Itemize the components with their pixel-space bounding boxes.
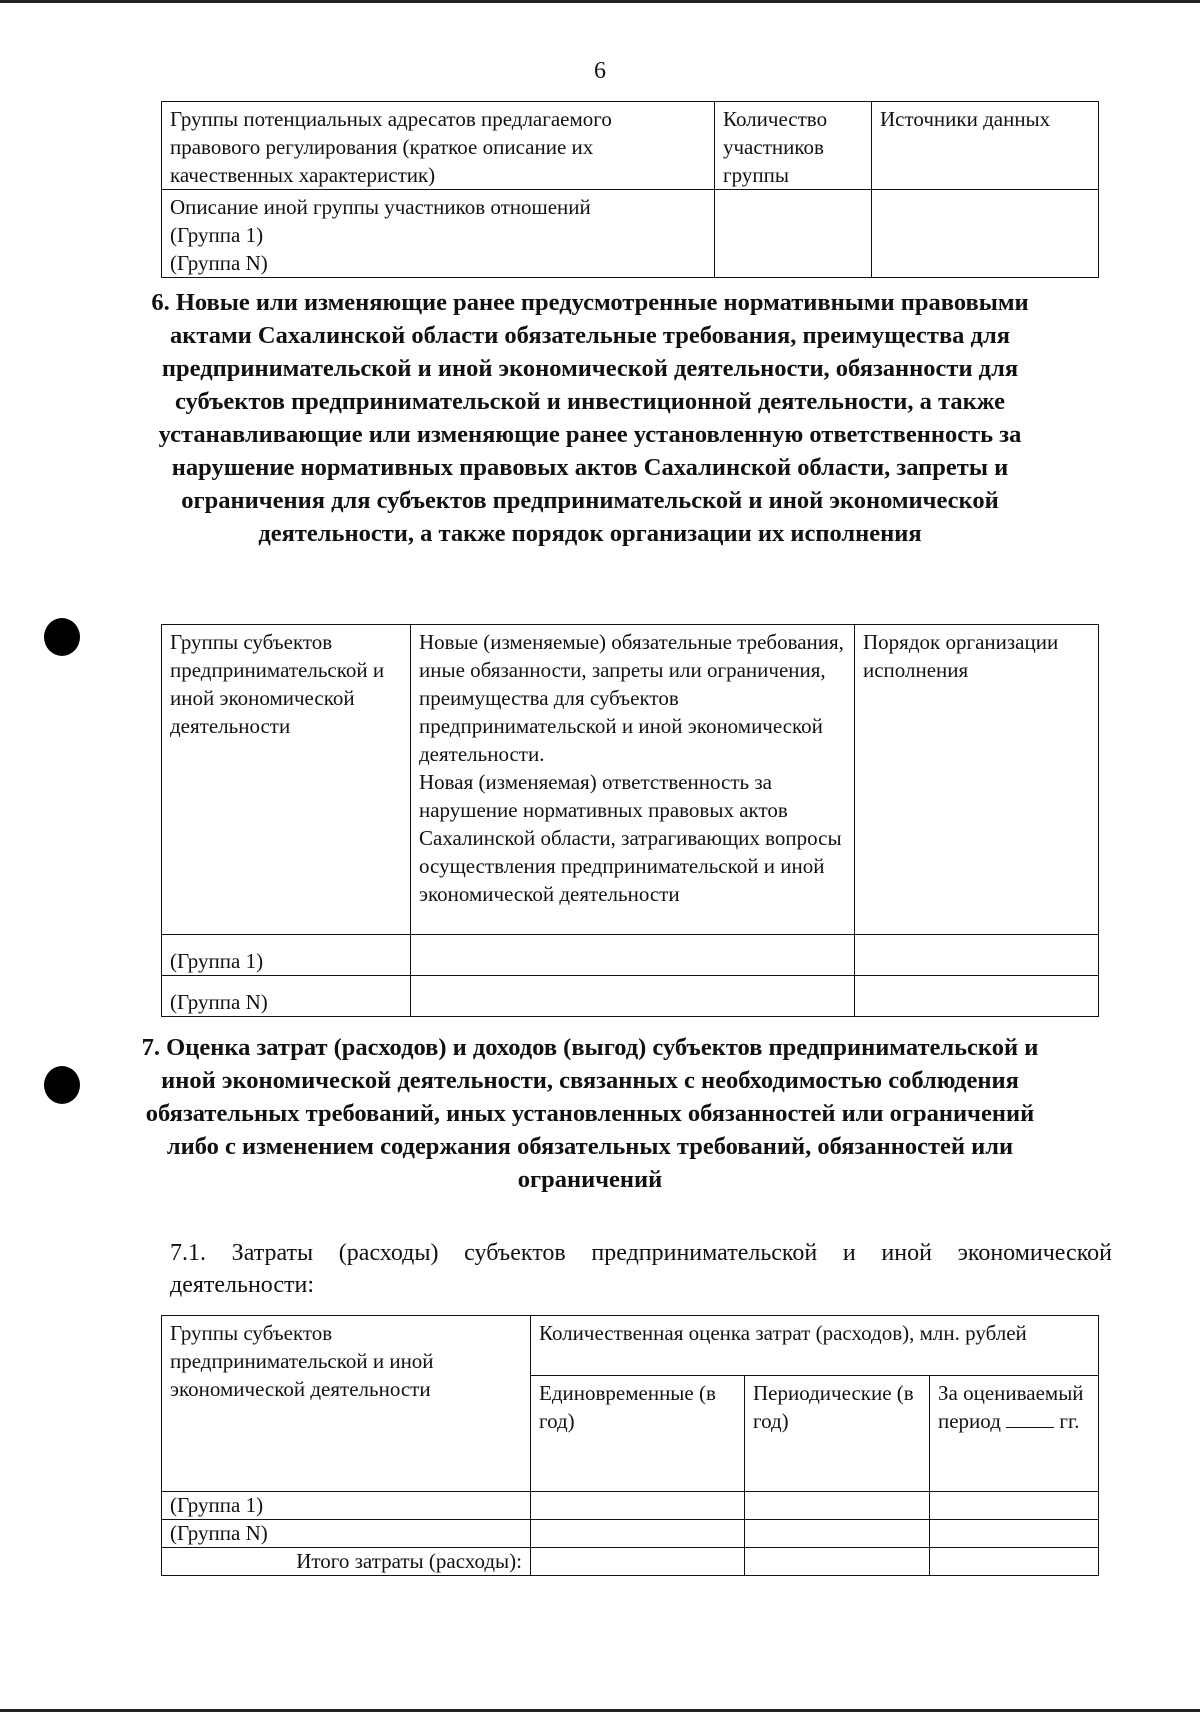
section-6-heading: 6. Новые или изменяющие ранее предусмотренные нормативными правовыми актами Сахалинской области обязательные требования, преимущества для предпринимательской и иной экономической деятельности, обязанности для субъектов предпринимательской и инвестиционной деятельности, а также устанавливающие или изменяющие ранее установленную ответственность за нарушение нормативных правовых актов Сахалинской области, запреты и ограничения для субъектов предпринимательской и иной экономической деятельности, а также порядок организации их исполнения — [151, 289, 1029, 547]
table-header-cell: Группы потенциальных адресатов предлагаемого правового регулирования (краткое описание их качественных характеристик) — [162, 102, 715, 190]
table-cell — [531, 1492, 745, 1520]
table-cell — [872, 190, 1099, 278]
table-cell — [411, 935, 855, 976]
requirements-header-part1: Новые (изменяемые) обязательные требования, иные обязанности, запреты или ограничения, преимущества для субъектов предпринимательской и иной экономической деятельности. — [419, 630, 844, 766]
table-header-cell: Порядок организации исполнения — [855, 625, 1099, 935]
table-cell — [715, 190, 872, 278]
other-group-description: Описание иной группы участников отношений — [170, 195, 591, 219]
punch-hole — [44, 618, 80, 656]
table-cell — [930, 1492, 1099, 1520]
costs-table — [161, 1315, 1099, 1576]
table-row-label: (Группа N) — [162, 976, 411, 1017]
paragraph-7-1: 7.1. Затраты (расходы) субъектов предпринимательской и иной экономической деятельности: — [170, 1240, 1112, 1298]
section-7-heading: 7. Оценка затрат (расходов) и доходов (выгод) субъектов предпринимательской и иной экономической деятельности, связанных с необходимостью соблюдения обязательных требований, иных установленных обязанностей или ограничений либо с изменением содержания обязательных требований, обязанностей или ограничений — [141, 1034, 1039, 1193]
period-blank — [1006, 1407, 1054, 1428]
addressees-table — [161, 101, 1099, 278]
table-header-cell — [930, 1376, 1099, 1492]
table-header-cell: Источники данных — [872, 102, 1099, 190]
requirements-header-part2: Новая (изменяемая) ответственность за нарушение нормативных правовых актов Сахалинской области, затрагивающих вопросы осуществления предпринимательской и иной экономической деятельности — [419, 770, 842, 906]
table-header-cell: Периодические (в год) — [745, 1376, 930, 1492]
table-header-cell — [411, 625, 855, 935]
table-row-label: (Группа 1) — [162, 935, 411, 976]
scan-top-edge — [0, 0, 1200, 3]
table-cell — [930, 1548, 1099, 1576]
table-row-label: (Группа N) — [162, 1520, 531, 1548]
table-cell — [745, 1548, 930, 1576]
table-cell — [855, 976, 1099, 1017]
table-group-header: Количественная оценка затрат (расходов), млн. рублей — [531, 1316, 1099, 1376]
punch-hole — [44, 1066, 80, 1104]
table-header-cell: Единовременные (в год) — [531, 1376, 745, 1492]
table-row-label: (Группа 1) — [162, 1492, 531, 1520]
table-cell — [745, 1492, 930, 1520]
group-n-label: (Группа N) — [170, 251, 268, 275]
total-costs-label: Итого затраты (расходы): — [162, 1548, 531, 1576]
period-label: За оцениваемый период — [938, 1381, 1084, 1433]
table-cell — [745, 1520, 930, 1548]
table-cell — [411, 976, 855, 1017]
page-number: 6 — [594, 58, 606, 84]
group-1-label: (Группа 1) — [170, 223, 264, 247]
table-cell — [531, 1520, 745, 1548]
table-cell — [162, 190, 715, 278]
table-header-cell: Группы субъектов предпринимательской и иной экономической деятельности — [162, 625, 411, 935]
table-cell — [930, 1520, 1099, 1548]
table-cell — [531, 1548, 745, 1576]
table-header-cell: Группы субъектов предпринимательской и иной экономической деятельности — [162, 1316, 531, 1492]
requirements-table — [161, 624, 1099, 1017]
table-header-cell: Количество участников группы — [715, 102, 872, 190]
table-cell — [855, 935, 1099, 976]
period-suffix: гг. — [1059, 1409, 1080, 1433]
